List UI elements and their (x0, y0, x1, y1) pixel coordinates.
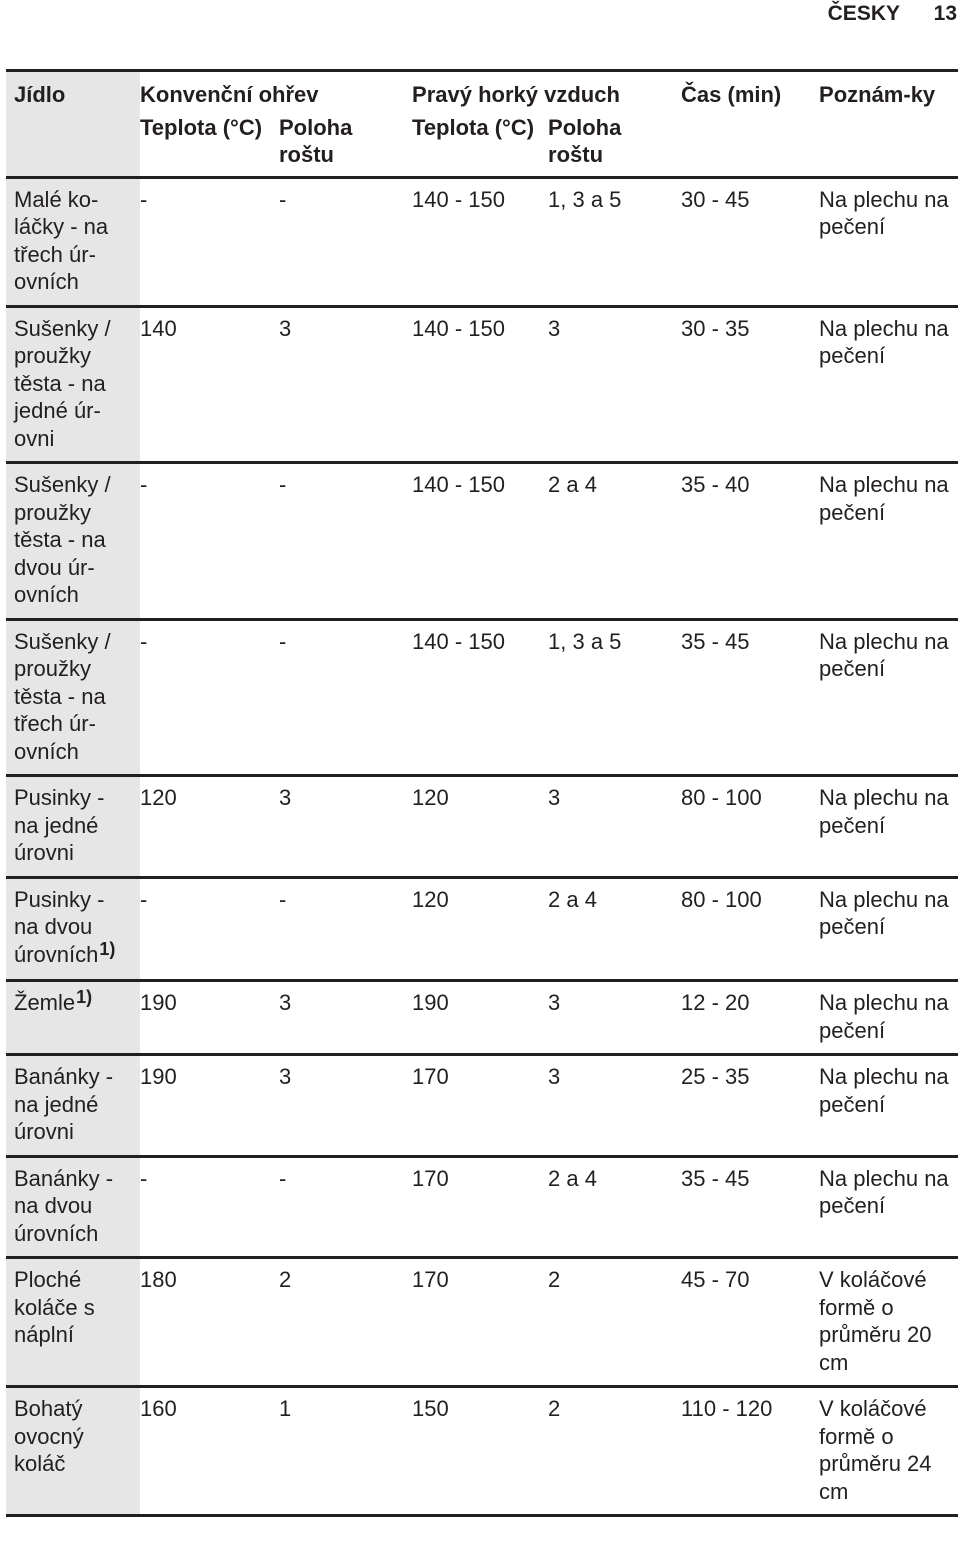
temp-true-fan-cell: 120 (412, 785, 449, 810)
pos-conventional-cell: 3 (279, 785, 292, 810)
pos-true-fan-cell: 2 a 4 (548, 472, 597, 497)
pos-conventional-cell: 3 (279, 1064, 292, 1089)
food-cell (6, 1055, 140, 1157)
footnote-marker: 1) (99, 938, 116, 959)
food-name: Bohatý ovocný koláč (14, 1396, 84, 1476)
pos-true-fan-cell: 1, 3 a 5 (548, 628, 622, 654)
temp-true-fan-cell: 120 (412, 886, 449, 912)
food-name: Banánky - na jedné úrovni (14, 1064, 114, 1144)
temp-true-fan-cell: 140 - 150 (412, 315, 505, 341)
header-temp-true-fan: Teplota (°C) (412, 114, 535, 140)
table-row (6, 1156, 958, 1258)
table-row (6, 776, 958, 878)
temp-conventional-cell: - (140, 628, 148, 654)
temp-conventional-cell: - (140, 1165, 148, 1191)
table-row (6, 981, 958, 1055)
temp-conventional-cell: 160 (140, 1396, 177, 1421)
page-header (0, 2, 960, 28)
note-cell: V koláčové formě o průměru 20 cm (819, 1267, 932, 1375)
header-food: Jídlo (6, 71, 140, 178)
food-name: Banánky - na dvou úrovních (14, 1165, 114, 1246)
temp-true-fan-cell: 190 (412, 990, 449, 1015)
food-cell (6, 1258, 140, 1387)
pos-conventional-cell: - (279, 186, 287, 212)
pos-conventional-cell: 3 (279, 315, 292, 341)
header-notes: Poznám-ky (819, 71, 958, 178)
food-cell (6, 619, 140, 776)
pos-true-fan-cell: 1, 3 a 5 (548, 186, 622, 212)
temp-true-fan-cell: 140 - 150 (412, 186, 505, 212)
header-pos-true-fan: Poloha roštu (548, 114, 622, 167)
food-name: Malé ko-láčky - na třech úr-ovních (14, 186, 109, 294)
food-cell (6, 463, 140, 620)
table-row (6, 306, 958, 463)
note-cell: Na plechu na pečení (819, 628, 949, 681)
page-number: 13 (933, 2, 957, 25)
pos-true-fan-cell: 2 (548, 1267, 561, 1292)
note-cell: Na plechu na pečení (819, 472, 949, 525)
note-cell: Na plechu na pečení (819, 1165, 949, 1218)
temp-conventional-cell: 180 (140, 1267, 177, 1292)
food-name: Žemle (14, 990, 76, 1015)
baking-table (6, 69, 958, 1517)
time-cell: 80 - 100 (681, 785, 762, 810)
food-cell (6, 177, 140, 306)
time-cell: 110 - 120 (681, 1396, 773, 1421)
time-cell: 80 - 100 (681, 886, 762, 912)
header-pos-conventional: Poloha roštu (279, 114, 353, 167)
food-name: Sušenky / proužky těsta - na dvou úr-ovních (14, 472, 111, 607)
temp-conventional-cell: 140 (140, 315, 177, 341)
pos-conventional-cell: 3 (279, 990, 292, 1015)
time-cell: 30 - 45 (681, 186, 750, 212)
food-name: Ploché koláče s náplní (14, 1267, 95, 1347)
time-cell: 35 - 45 (681, 628, 750, 654)
food-cell (6, 877, 140, 981)
note-cell: V koláčové formě o průměru 24 cm (819, 1396, 932, 1504)
note-cell: Na plechu na pečení (819, 315, 949, 368)
temp-true-fan-cell: 140 - 150 (412, 472, 505, 497)
temp-conventional-cell: 190 (140, 990, 177, 1015)
pos-conventional-cell: - (279, 472, 287, 497)
pos-conventional-cell: 1 (279, 1396, 292, 1421)
food-cell (6, 1156, 140, 1258)
table-row (6, 619, 958, 776)
food-cell (6, 1387, 140, 1516)
note-cell: Na plechu na pečení (819, 785, 949, 838)
time-cell: 35 - 45 (681, 1165, 750, 1191)
food-cell (6, 776, 140, 878)
temp-true-fan-cell: 170 (412, 1064, 449, 1089)
time-cell: 45 - 70 (681, 1267, 750, 1292)
note-cell: Na plechu na pečení (819, 1064, 949, 1117)
header-true-fan: Pravý horký vzduch (412, 71, 681, 111)
temp-true-fan-cell: 170 (412, 1267, 449, 1292)
table-row (6, 877, 958, 981)
table-row (6, 463, 958, 620)
header-time: Čas (min) (681, 71, 819, 178)
pos-true-fan-cell: 3 (548, 785, 561, 810)
header-temp-conventional: Teplota (°C) (140, 114, 263, 140)
pos-conventional-cell: - (279, 1165, 287, 1191)
pos-true-fan-cell: 2 a 4 (548, 886, 597, 912)
time-cell: 35 - 40 (681, 472, 750, 497)
time-cell: 25 - 35 (681, 1064, 750, 1089)
temp-conventional-cell: 120 (140, 785, 177, 810)
temp-true-fan-cell: 140 - 150 (412, 628, 505, 654)
food-cell (6, 306, 140, 463)
temp-conventional-cell: - (140, 886, 148, 912)
table-row (6, 1055, 958, 1157)
table-body (6, 177, 958, 1516)
food-name: Sušenky / proužky těsta - na jedné úr-ovni (14, 315, 111, 451)
note-cell: Na plechu na pečení (819, 886, 949, 939)
table-row (6, 1387, 958, 1516)
language-label: ČESKY (827, 2, 900, 25)
time-cell: 30 - 35 (681, 315, 750, 341)
pos-conventional-cell: 2 (279, 1267, 292, 1292)
pos-true-fan-cell: 2 (548, 1396, 561, 1421)
table-row (6, 177, 958, 306)
note-cell: Na plechu na pečení (819, 186, 949, 239)
temp-conventional-cell: 190 (140, 1064, 177, 1089)
temp-true-fan-cell: 150 (412, 1396, 449, 1421)
pos-true-fan-cell: 2 a 4 (548, 1165, 597, 1191)
food-cell (6, 981, 140, 1055)
temp-conventional-cell: - (140, 472, 148, 497)
header-conventional: Konvenční ohřev (140, 71, 412, 111)
pos-conventional-cell: - (279, 886, 287, 912)
pos-true-fan-cell: 3 (548, 1064, 561, 1089)
time-cell: 12 - 20 (681, 990, 750, 1015)
note-cell: Na plechu na pečení (819, 990, 949, 1043)
food-name: Sušenky / proužky těsta - na třech úr-ovních (14, 628, 111, 764)
food-name: Pusinky - na dvou úrovních (14, 886, 105, 967)
temp-true-fan-cell: 170 (412, 1165, 449, 1191)
temp-conventional-cell: - (140, 186, 148, 212)
pos-conventional-cell: - (279, 628, 287, 654)
table-row (6, 1258, 958, 1387)
footnote-marker: 1) (76, 987, 93, 1007)
pos-true-fan-cell: 3 (548, 315, 561, 341)
pos-true-fan-cell: 3 (548, 990, 561, 1015)
food-name: Pusinky - na jedné úrovni (14, 785, 105, 865)
